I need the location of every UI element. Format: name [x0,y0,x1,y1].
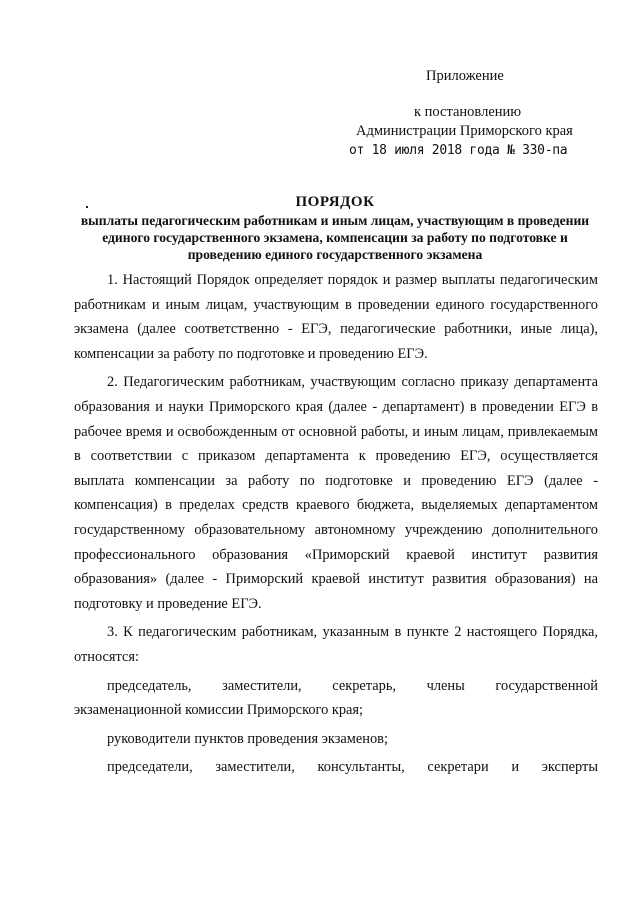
decree-date-number: от 18 июля 2018 года № 330-па [349,143,568,158]
list-item-experts: председатели, заместители, консультанты, секретари и эксперты [107,759,598,776]
appendix-label: Приложение [426,68,504,84]
document-body [74,268,598,784]
administration-label: Администрации Приморского края [356,123,573,139]
to-decree-label: к постановлению [414,104,522,120]
document-subtitle: выплаты педагогическим работникам и иным лицам, участвующим в проведении единого государственного экзамена, компенсации за работу по подготовке и проведению единого государственного экзамена [80,213,590,262]
document-title: ПОРЯДОК [295,194,375,210]
paragraph-3: 3. К педагогическим работникам, указанным в пункте 2 настоящего Порядка, относятся: [74,624,598,665]
list-item-commission: председатель, заместители, секретарь, члены государственной экзаменационной комиссии Приморского края; [74,677,598,719]
title-block [70,192,600,263]
list-item-exam-heads: руководители пунктов проведения экзаменов; [107,730,388,747]
paragraph-1: 1. Настоящий Порядок определяет порядок и размер выплаты педагогическим работникам и иным лицам, участвующим в проведении единого государственного экзамена (далее соответственно - ЕГЭ, педагогические работники, иные лица), компенсации за работу по подготовке и проведению ЕГЭ. [74,272,598,362]
paragraph-2: 2. Педагогическим работникам, участвующим согласно приказу департамента образования и науки Приморского края (далее - департамент) в проведении ЕГЭ в рабочее время и освобожденным от основной работы, и иным лицам, привлекаемым в соответствии с приказом департамента к проведению ЕГЭ, осуществляется выплата компенсации за работу по подготовке и проведению ЕГЭ (далее - компенсация) в пределах средств краевого бюджета, выделяемых департаментом государственному образовательному автономному учреждению дополнительного профессионального образования «Приморский краевой институт развития образования» (далее - Приморский краевой институт развития образования) на подготовку и проведение ЕГЭ. [74,374,598,612]
